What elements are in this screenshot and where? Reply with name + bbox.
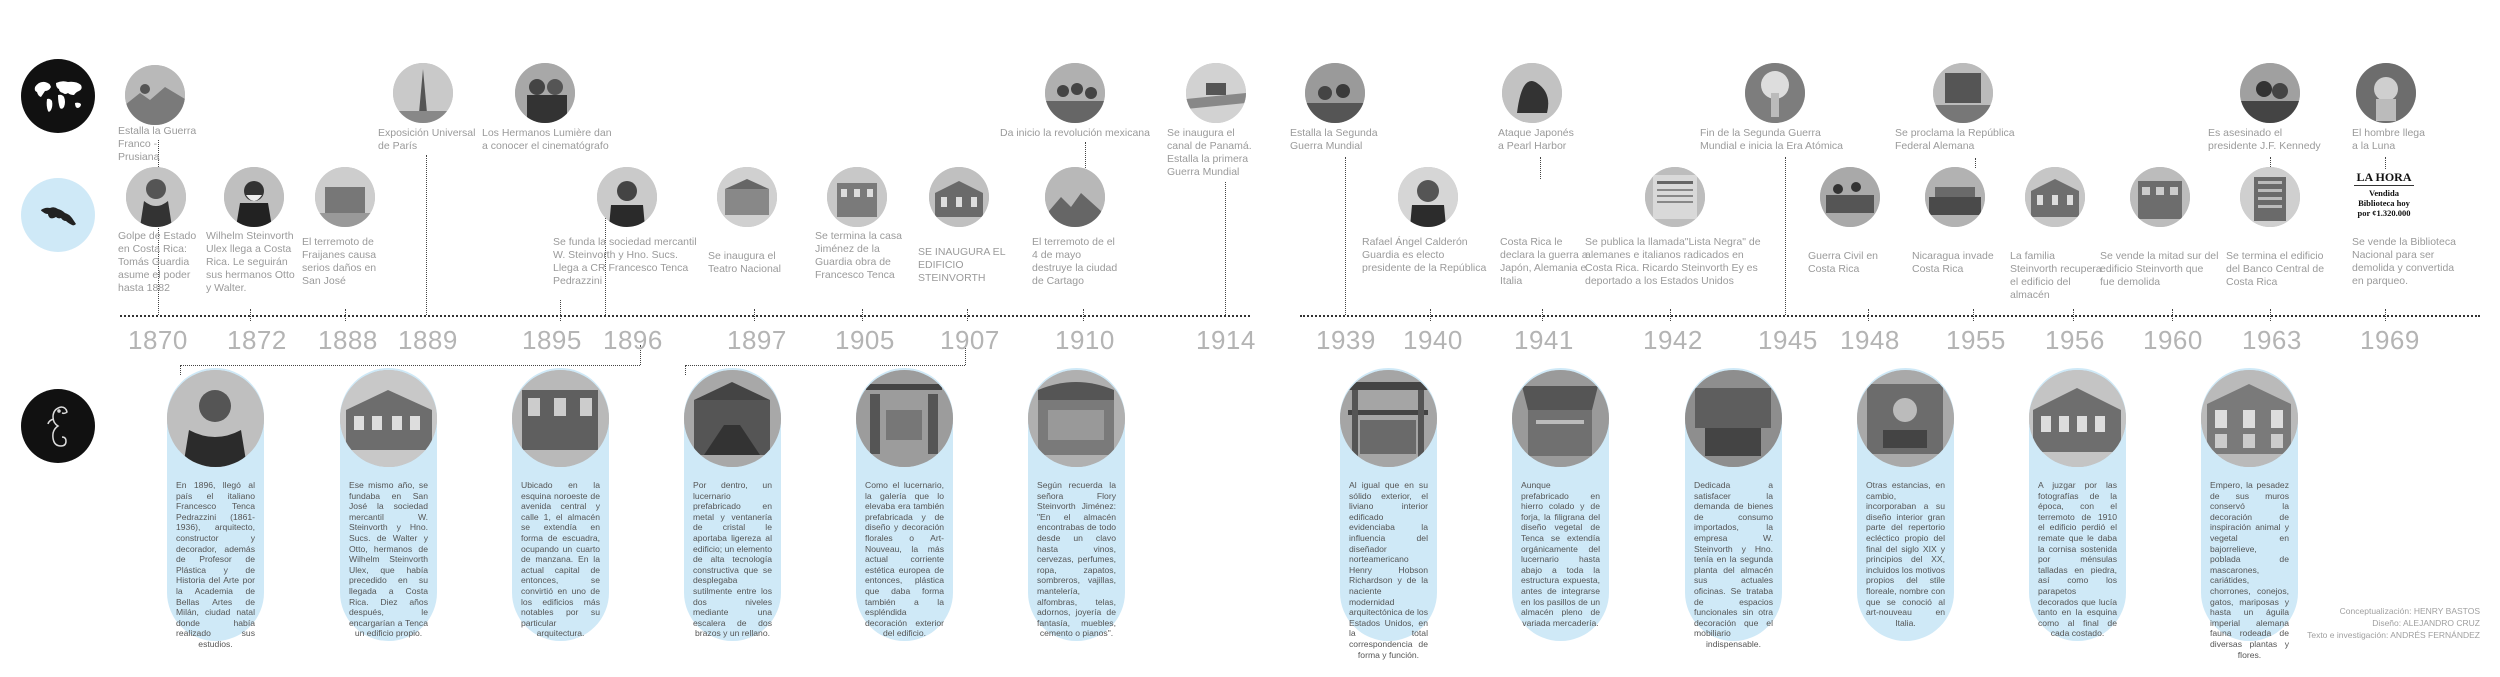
event-photo xyxy=(126,167,186,227)
story-pill xyxy=(1028,368,1125,641)
event-photo xyxy=(515,63,575,123)
year-label: 1870 xyxy=(128,325,188,355)
pill-photo xyxy=(167,370,264,467)
credit-line: Texto e investigación: ANDRÉS FERNÁNDEZ xyxy=(2307,630,2480,640)
connector xyxy=(2270,157,2271,167)
pill-text: Dedicada a satisfacer la demanda de bienes de consumo importados, la empresa W. Steinvorth y Hno. tenía en la segunda planta del almacén sus actuales oficinas. Se trataba de espacios funcionales sin otra decoración que el mobiliario indispensable. xyxy=(1694,480,1773,649)
year-label: 1896 xyxy=(603,325,663,355)
pill-text: Al igual que en su sólido exterior, el liviano interior edificado evidenciaba la influencia del diseñador norteamericano Henry Hobson Richardson y de la naciente modernidad arquitectónica de los Estados Unidos, en la total correspondencia de forma y función. xyxy=(1349,480,1428,660)
pill-text: Otras estancias, en cambio, incorporaban a su diseño interior gran parte del repertorio ecléctico propio del final del siglo XIX y principios del XX, incluidos los motivos propios del stile floreale, nombre con que se conoció al art-nouveau en Italia. xyxy=(1866,480,1945,628)
event-photo xyxy=(1502,63,1562,123)
pill-photo xyxy=(1028,370,1125,467)
pill-photo xyxy=(1857,370,1954,467)
tick xyxy=(1670,309,1671,321)
pill-photo xyxy=(856,370,953,467)
year-label: 1872 xyxy=(227,325,287,355)
event-photo xyxy=(1820,167,1880,227)
cr-event-text: SE INAUGURA EL EDIFICIO STEINVORTH xyxy=(918,246,1006,284)
world-event-text: El hombre llega a la Luna xyxy=(2352,127,2425,152)
cr-event-text: Golpe de Estado en Costa Rica: Tomás Guardia asume el poder hasta 1882 xyxy=(118,230,197,294)
event-photo xyxy=(1398,167,1458,227)
tick xyxy=(1973,309,1974,321)
bracket-line xyxy=(685,365,965,366)
event-photo xyxy=(1045,63,1105,123)
pill-photo xyxy=(1512,370,1609,467)
year-label: 1945 xyxy=(1758,325,1818,355)
story-pill xyxy=(2201,368,2298,660)
story-pill xyxy=(512,368,609,641)
cr-event-text: El terremoto de Fraijanes causa serios daños en San José xyxy=(302,236,377,287)
seahorse-emblem-icon xyxy=(21,389,95,463)
event-photo xyxy=(929,167,989,227)
event-photo xyxy=(1645,167,1705,227)
tick xyxy=(2172,309,2173,321)
tick xyxy=(754,309,755,321)
tick xyxy=(2270,309,2271,321)
tick xyxy=(1083,309,1084,321)
story-pill xyxy=(167,368,264,649)
year-label: 1941 xyxy=(1514,325,1574,355)
connector xyxy=(1345,157,1346,315)
cr-event-text: Wilhelm Steinvorth Ulex llega a Costa Rica. Le seguirán sus hermanos Otto y Walter. xyxy=(206,230,295,294)
costa-rica-map-icon xyxy=(21,178,95,252)
event-photo xyxy=(2025,167,2085,227)
pill-photo xyxy=(2201,370,2298,467)
tick xyxy=(250,309,251,321)
connector xyxy=(1225,182,1226,315)
event-photo xyxy=(2240,167,2300,227)
cr-event-text: Se inaugura el Teatro Nacional xyxy=(708,250,781,275)
story-pill xyxy=(1340,368,1437,660)
event-photo xyxy=(1745,63,1805,123)
year-label: 1955 xyxy=(1946,325,2006,355)
tick xyxy=(2385,309,2386,321)
year-label: 1910 xyxy=(1055,325,1115,355)
pill-photo xyxy=(512,370,609,467)
year-label: 1940 xyxy=(1403,325,1463,355)
event-photo xyxy=(224,167,284,227)
event-photo xyxy=(1186,63,1246,123)
cr-event-text: Se vende la mitad sur del edificio Steinvorth que fue demolida xyxy=(2100,250,2219,288)
event-photo xyxy=(1933,63,1993,123)
pill-text: A juzgar por las fotografías de la época, con el terremoto de 1910 el edificio perdió el remate que le daba la cornisa sostenida por ménsulas talladas en piedra, así como los parapetos decorados que lucía tanto en la esquina como al final de cada costado. xyxy=(2038,480,2117,639)
cr-event-text: Se funda la sociedad mercantil W. Steinvorth y Hno. Sucs. Llega a CR Francesco Tenca Pedrazzini xyxy=(553,236,697,287)
cr-event-text: Rafael Ángel Calderón Guardia es electo presidente de la República xyxy=(1362,236,1487,274)
newspaper-masthead: LA HORA xyxy=(2354,170,2414,186)
world-event-text: Ataque Japonés a Pearl Harbor xyxy=(1498,127,1574,152)
year-label: 1963 xyxy=(2242,325,2302,355)
pill-text: Empero, la pesadez de sus muros conservó la decoración de inspiración animal y vegetal en bajorrelieve, poblada de mascarones, cariátides, chorrones, conejos, gatos, mariposas y hasta un águila imperial alemana fauna rodeada de diversas plantas y flores. xyxy=(2210,480,2289,660)
connector xyxy=(1540,157,1541,179)
tick xyxy=(345,309,346,321)
pill-text: Ubicado en la esquina noroeste de avenida central y calle 1, el almacén se extendía en forma de escuadra, ocupando un cuarto de manzana. En la actual capital de entonces, se convirtió en uno de los edificios más notables por su particular arquitectura. xyxy=(521,480,600,639)
pill-text: Ese mismo año, se fundaba en San José la sociedad mercantil W. Steinvorth y Hno. Sucs. de Walter y Otto, hermanos de Wilhelm Steinvorth Ulex, que había precedido en su llegada a Costa Rica. Diez años después, le encargarían a Tenca un edificio propio. xyxy=(349,480,428,639)
bracket-drop xyxy=(180,365,181,375)
connector xyxy=(1785,157,1786,315)
tick xyxy=(862,309,863,321)
world-event-text: Los Hermanos Lumière dan a conocer el cinematógrafo xyxy=(482,127,612,152)
cr-event-text: Se termina el edificio del Banco Central de Costa Rica xyxy=(2226,250,2325,288)
tick xyxy=(1430,309,1431,321)
newspaper-headline: Vendida Biblioteca hoy por ¢1.320.000 xyxy=(2357,188,2411,218)
cr-event-text: Guerra Civil en Costa Rica xyxy=(1808,250,1879,275)
year-label: 1939 xyxy=(1316,325,1376,355)
pill-text: Como el lucernario, la galería que lo elevaba era también prefabricada y de diseño y decoración florales o Art-Nouveau, la más actual corriente estética europea de entonces, plástica que daba forma también a la espléndida decoración exterior del edificio. xyxy=(865,480,944,639)
cr-event-text: Se vende la Biblioteca Nacional para ser demolida y convertida en parqueo. xyxy=(2352,236,2456,287)
story-pill xyxy=(684,368,781,641)
event-photo xyxy=(2356,63,2416,123)
year-label: 1895 xyxy=(522,325,582,355)
credits xyxy=(2307,605,2480,641)
event-photo xyxy=(1045,167,1105,227)
event-photo xyxy=(2130,167,2190,227)
pill-photo xyxy=(1340,370,1437,467)
pill-text: Por dentro, un lucernario prefabricado en metal y ventanería de cristal le aportaba ligereza al edificio; un elemento de alta tecnología constructiva que se desplegaba sutilmente entre los dos niveles mediante una escalera de dos brazos y un rellano. xyxy=(693,480,772,639)
cr-event-text: Se publica la llamada"Lista Negra" de alemanes e italianos radicados en Costa Rica. Ricardo Steinvorth Ey es deportado a los Estados Unidos xyxy=(1585,236,1761,287)
world-event-text: Estalla la Segunda Guerra Mundial xyxy=(1290,127,1378,152)
world-event-text: Se inaugura el canal de Panamá. Estalla la primera Guerra Mundial xyxy=(1167,127,1252,178)
connector xyxy=(426,155,427,315)
event-photo xyxy=(125,65,185,125)
event-photo xyxy=(827,167,887,227)
event-photo xyxy=(2240,63,2300,123)
cr-event-text: El terremoto de el 4 de mayo destruye la ciudad de Cartago xyxy=(1032,236,1118,287)
world-map-icon xyxy=(21,59,95,133)
world-event-text: Estalla la Guerra Franco - Prusiana xyxy=(118,125,197,163)
event-photo xyxy=(1305,63,1365,123)
event-photo xyxy=(597,167,657,227)
story-pill xyxy=(340,368,437,641)
event-photo xyxy=(1925,167,1985,227)
year-label: 1907 xyxy=(940,325,1000,355)
year-label: 1942 xyxy=(1643,325,1703,355)
year-label: 1889 xyxy=(398,325,458,355)
event-photo xyxy=(315,167,375,227)
credit-line: Diseño: ALEJANDRO CRUZ xyxy=(2372,618,2480,628)
cr-event-text: Se termina la casa Jiménez de la Guardia obra de Francesco Tenca xyxy=(815,230,902,281)
event-photo xyxy=(717,167,777,227)
year-label: 1914 xyxy=(1196,325,1256,355)
newspaper-clipping xyxy=(2354,170,2414,224)
connector xyxy=(1975,158,1976,168)
tick xyxy=(967,309,968,321)
pill-photo xyxy=(1685,370,1782,467)
bracket-line xyxy=(180,365,640,366)
world-event-text: Exposición Universal de París xyxy=(378,127,476,152)
bracket-drop xyxy=(685,365,686,375)
credit-line: Conceptualización: HENRY BASTOS xyxy=(2339,606,2480,616)
year-label: 1948 xyxy=(1840,325,1900,355)
story-pill xyxy=(1512,368,1609,641)
pill-photo xyxy=(684,370,781,467)
year-label: 1960 xyxy=(2143,325,2203,355)
story-pill xyxy=(856,368,953,641)
year-label: 1905 xyxy=(835,325,895,355)
cr-event-text: La familia Steinvorth recupera el edificio del almacén xyxy=(2010,250,2102,301)
timeline-axis-right xyxy=(1300,315,2480,317)
year-label: 1956 xyxy=(2045,325,2105,355)
tick xyxy=(1868,309,1869,321)
world-event-text: Se proclama la República Federal Alemana xyxy=(1895,127,2015,152)
year-label: 1969 xyxy=(2360,325,2420,355)
cr-event-text: Costa Rica le declara la guerra a Japón, Alemania e Italia xyxy=(1500,236,1588,287)
tick xyxy=(2073,309,2074,321)
pill-text: Según recuerda la señora Flory Steinvorth Jiménez: "En el almacén encontrabas de todo desde un clavo hasta vinos, cervezas, perfumes, ropa, zapatos, sombreros, vajillas, mantelería, alfombras, telas, adornos, joyería de fantasía, muebles, cemento o pianos". xyxy=(1037,480,1116,639)
story-pill xyxy=(1685,368,1782,649)
cr-event-text: Nicaragua invade Costa Rica xyxy=(1912,250,1994,275)
tick xyxy=(560,300,561,321)
pill-photo xyxy=(340,370,437,467)
connector xyxy=(2385,157,2386,169)
event-photo xyxy=(393,63,453,123)
timeline-axis-left xyxy=(120,315,1250,317)
world-event-text: Da inicio la revolución mexicana xyxy=(1000,127,1150,139)
tick xyxy=(1542,309,1543,321)
world-event-text: Es asesinado el presidente J.F. Kennedy xyxy=(2208,127,2321,152)
year-label: 1897 xyxy=(727,325,787,355)
pill-photo xyxy=(2029,370,2126,467)
story-pill xyxy=(1857,368,1954,641)
pill-text: En 1896, llegó al país el italiano Francesco Tenca Pedrazzini (1861-1936), arquitecto, constructor y decorador, además de Profesor de Plástica y de Historia del Arte por la Academia de Bellas Artes de Milán, ciudad natal donde había realizado sus estudios. xyxy=(176,480,255,649)
pill-text: Aunque prefabricado en hierro colado y de forja, la filigrana del diseño vegetal de Tenca se extendía orgánicamente del lucernario hasta abajo a toda la estructura expuesta, antes de integrarse en los pasillos de un almacén pleno de variada mercadería. xyxy=(1521,480,1600,628)
world-event-text: Fin de la Segunda Guerra Mundial e inicia la Era Atómica xyxy=(1700,127,1843,152)
story-pill xyxy=(2029,368,2126,641)
year-label: 1888 xyxy=(318,325,378,355)
